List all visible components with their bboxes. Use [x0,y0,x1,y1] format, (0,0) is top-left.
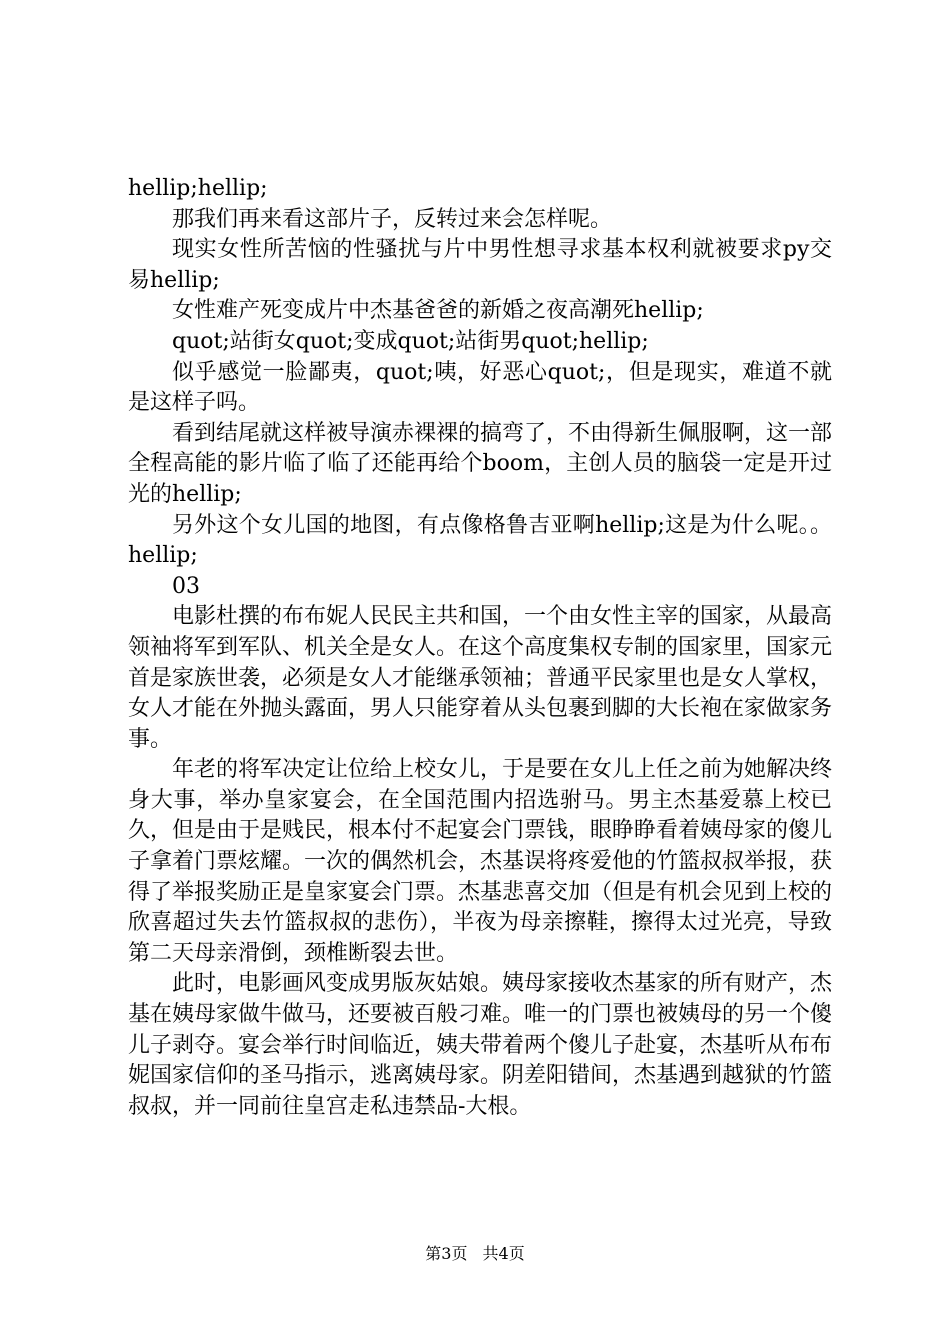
page-footer [0,1244,950,1264]
paragraph-11: 此时，电影画风变成男版灰姑娘。姨母家接收杰基家的所有财产，杰基在姨母家做牛做马，还要被百般刁难。唯一的门票也被姨母的另一个傻儿子剥夺。宴会举行时间临近，姨夫带着两个傻儿子赴宴，杰基听从布布妮国家信仰的圣马指示，逃离姨母家。阴差阳错间，杰基遇到越狱的竹篮叔叔，并一同前往皇宫走私违禁品-大根。 [128,971,833,1119]
paragraph-3: 现实女性所苦恼的性骚扰与片中男性想寻求基本权利就被要求py交易hellip; [128,237,832,293]
paragraph-1: hellip;hellip; [128,176,268,201]
paragraph-9: 电影杜撰的布布妮人民民主共和国，一个由女性主宰的国家，从最高领袖将军到军队、机关全是女人。在这个高度集权专制的国家里，国家元首是家族世袭，必须是女人才能继承领袖；普通平民家里也是女人掌权，女人才能在外抛头露面，男人只能穿着从头包裹到脚的大长袍在家做家务事。 [128,604,833,752]
paragraph-6: 似乎感觉一脸鄙夷，quot;咦，好恶心quot;，但是现实，难道不就是这样子吗。 [128,359,832,416]
paragraph-5: quot;站街女quot;变成quot;站街男quot;hellip; [172,328,649,354]
paragraph-4: 女性难产死变成片中杰基爸爸的新婚之夜高潮死hellip; [172,298,704,324]
section-number: 03 [172,573,200,599]
paragraph-7: 看到结尾就这样被导演赤裸裸的搞弯了，不由得新生佩服啊，这一部全程高能的影片临了临了还能再给个boom，主创人员的脑袋一定是开过光的hellip; [128,420,833,507]
page-total: 共4页 [482,1244,525,1263]
paragraph-8: 另外这个女儿国的地图，有点像格鲁吉亚啊hellip;这是为什么呢。。hellip; [128,512,832,569]
paragraph-2: 那我们再来看这部片子，反转过来会怎样呢。 [172,206,613,232]
document-body [128,174,832,1122]
paragraph-10: 年老的将军决定让位给上校女儿，于是要在女儿上任之前为她解决终身大事，举办皇家宴会，在全国范围内招选驸马。男主杰基爱慕上校已久，但是由于是贱民，根本付不起宴会门票钱，眼睁睁看着姨母家的傻儿子拿着门票炫耀。一次的偶然机会，杰基误将疼爱他的竹篮叔叔举报，获得了举报奖励正是皇家宴会门票。杰基悲喜交加（但是有机会见到上校的欣喜超过失去竹篮叔叔的悲伤），半夜为母亲擦鞋，擦得太过光亮，导致第二天母亲滑倒，颈椎断裂去世。 [128,757,833,966]
page-number: 第3页 [425,1244,468,1263]
